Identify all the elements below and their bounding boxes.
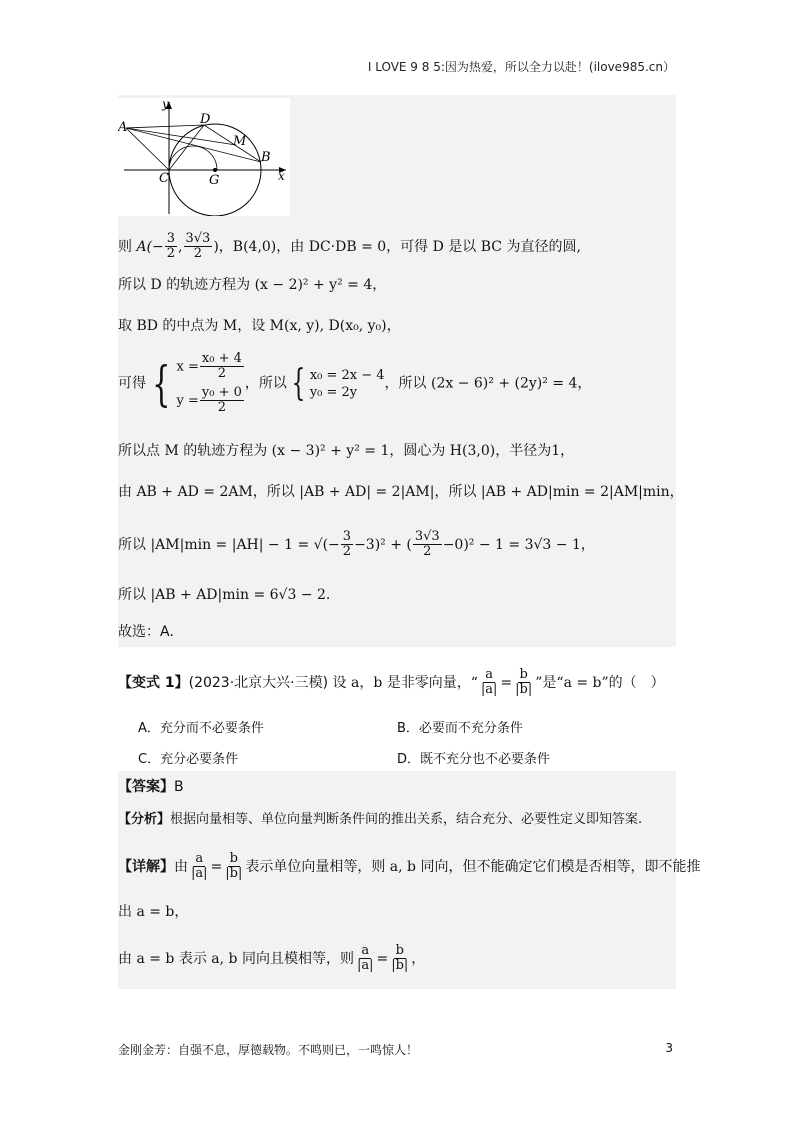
solution-line-8: 所以 |AB + AD|min = 6√3 − 2. bbox=[118, 587, 331, 603]
label-a: A bbox=[118, 120, 128, 135]
detail-line-1: 【详解】由 $\frac{a}{|a|}$ = $\frac{b}{|b|}$ 表示单位向量相等，则 a, b 同向，但不能确定它们模是否相等，即不能推 bbox=[118, 851, 701, 882]
text: − 1 = 3√3 − 1， bbox=[478, 536, 595, 553]
arc-m-locus bbox=[169, 146, 217, 170]
option-d[interactable]: D．既不充分也不必要条件 bbox=[397, 752, 551, 767]
answer-label: 【答案】 bbox=[118, 779, 174, 795]
solution-line-4: 可得 { x = $\frac{\text{x₀ + 4}}{2}$ y = $\frac{\text{y₀ + 0}}{2}$ ，所以 { x₀ = 2x − 4 y₀ = 2y ，所以 (2x − 6)² + (2y)² = 4， bbox=[118, 351, 592, 415]
text: ，所以 (2x − 6)² + (2y)² = 4， bbox=[384, 375, 592, 392]
analysis-line bbox=[118, 813, 642, 826]
text: 则 bbox=[118, 238, 132, 255]
label-g: G bbox=[209, 173, 220, 188]
system-1 bbox=[177, 352, 245, 415]
text: ， bbox=[411, 950, 426, 967]
text: ，所以 bbox=[244, 375, 287, 392]
label-x: x bbox=[278, 169, 285, 183]
answer-line bbox=[118, 780, 184, 794]
text: x = bbox=[176, 359, 199, 375]
option-b[interactable]: B．必要而不充分条件 bbox=[397, 721, 523, 736]
label-d: D bbox=[200, 112, 211, 127]
math-a-point: A(− bbox=[136, 238, 164, 255]
text: 表示单位向量相等，则 a, b 同向，但不能确定它们模是否相等，即不能推 bbox=[245, 858, 701, 875]
label-b: B bbox=[261, 150, 271, 165]
text: ，可得 D 是以 BC 为直径的圆, bbox=[386, 238, 581, 255]
label-m: M bbox=[233, 134, 247, 149]
page-header: I LOVE 9 8 5:因为热爱，所以全力以赴！(ilove985.cn） bbox=[367, 60, 675, 74]
solution-line-2: 所以 D 的轨迹方程为 (x − 2)² + y² = 4， bbox=[118, 277, 387, 293]
text: 所以 |AM|min = |AH| − 1 = bbox=[118, 536, 310, 553]
solution-line-3: 取 BD 的中点为 M，设 M(x, y), D(x₀, y₀)， bbox=[118, 318, 401, 334]
point-g bbox=[213, 168, 217, 172]
sqrt-expression: √(− $\frac{3}{2}$ −3)² + ( $\frac{3√3}{2}$ −0)² bbox=[313, 529, 475, 560]
detail-line-3: 由 a = b 表示 a, b 同向且模相等，则 $\frac{a}{|a|}$ = $\frac{b}{|b|}$ ， bbox=[118, 943, 426, 974]
segment-ac bbox=[126, 128, 169, 170]
text: y₀ = 2y bbox=[309, 384, 358, 400]
answer-value: B bbox=[174, 779, 184, 795]
text: y₀ + 0 bbox=[201, 384, 242, 400]
system-2 bbox=[310, 369, 385, 399]
text: 由 a = b 表示 a, b 同向且模相等，则 bbox=[118, 950, 354, 967]
text: x₀ + 4 bbox=[201, 351, 242, 366]
math-dot-product: DC·DB = 0 bbox=[308, 238, 387, 255]
detail-line-2: 出 a = b， bbox=[118, 904, 189, 920]
segment-ad bbox=[126, 125, 204, 128]
variant-question: 【变式 1】(2023·北京大兴·三模) 设 a，b 是非零向量，“ $\frac{a}{|a|}$ = $\frac{b}{|b|}$ ”是“a = b”的（ ） bbox=[118, 667, 665, 698]
text: )，B(4,0)，由 bbox=[213, 238, 305, 255]
option-a[interactable]: A．充分而不必要条件 bbox=[138, 721, 264, 736]
fraction: $\frac{3√3}{2}$ bbox=[185, 231, 211, 262]
option-c[interactable]: C．充分必要条件 bbox=[138, 752, 239, 767]
segment-cd bbox=[169, 125, 204, 170]
footer-motto: 金刚金芳：自强不息，厚德载物。不鸣则已，一鸣惊人！ bbox=[118, 1043, 419, 1057]
solution-line-9: 故选：A. bbox=[118, 624, 174, 640]
solution-line-5: 所以点 M 的轨迹方程为 (x − 3)² + y² = 1，圆心为 H(3,0)，半径为1， bbox=[118, 443, 575, 459]
variant-label: 【变式 1】 bbox=[118, 674, 189, 691]
diagram-svg bbox=[118, 98, 290, 216]
solution-line-6: 由 AB + AD = 2AM，所以 |AB + AD| = 2|AM|，所以 |AB + AD|min = 2|AM|min， bbox=[118, 484, 684, 500]
variant-source: (2023·北京大兴·三模) bbox=[188, 674, 329, 691]
text: 2 bbox=[217, 366, 227, 382]
label-y: y bbox=[162, 98, 169, 111]
detail-label: 【详解】 bbox=[118, 858, 174, 875]
label-c: C bbox=[159, 171, 169, 186]
text: ”是“a = b”的（ ） bbox=[535, 674, 665, 691]
text: 由 bbox=[174, 858, 188, 875]
geometry-diagram bbox=[118, 98, 290, 216]
text: 可得 bbox=[118, 375, 146, 392]
text: 设 a，b 是非零向量，“ bbox=[332, 674, 478, 691]
fraction: $\frac{3}{2}$ bbox=[166, 231, 176, 262]
segment-am bbox=[126, 128, 236, 145]
analysis-text: 根据向量相等、单位向量判断条件间的推出关系，结合充分、必要性定义即知答案. bbox=[170, 812, 643, 827]
page-number: 3 bbox=[665, 1041, 673, 1055]
text: 2 bbox=[217, 399, 227, 415]
text: x₀ = 2x − 4 bbox=[309, 367, 385, 383]
text: y = bbox=[176, 392, 199, 408]
solution-line-1: 则 A(− $\frac{3}{2}$ , $\frac{3√3}{2}$ )，B(4,0)，由 DC·DB = 0，可得 D 是以 BC 为直径的圆, bbox=[118, 231, 581, 262]
analysis-label: 【分析】 bbox=[118, 812, 171, 827]
solution-line-7 bbox=[118, 530, 595, 560]
